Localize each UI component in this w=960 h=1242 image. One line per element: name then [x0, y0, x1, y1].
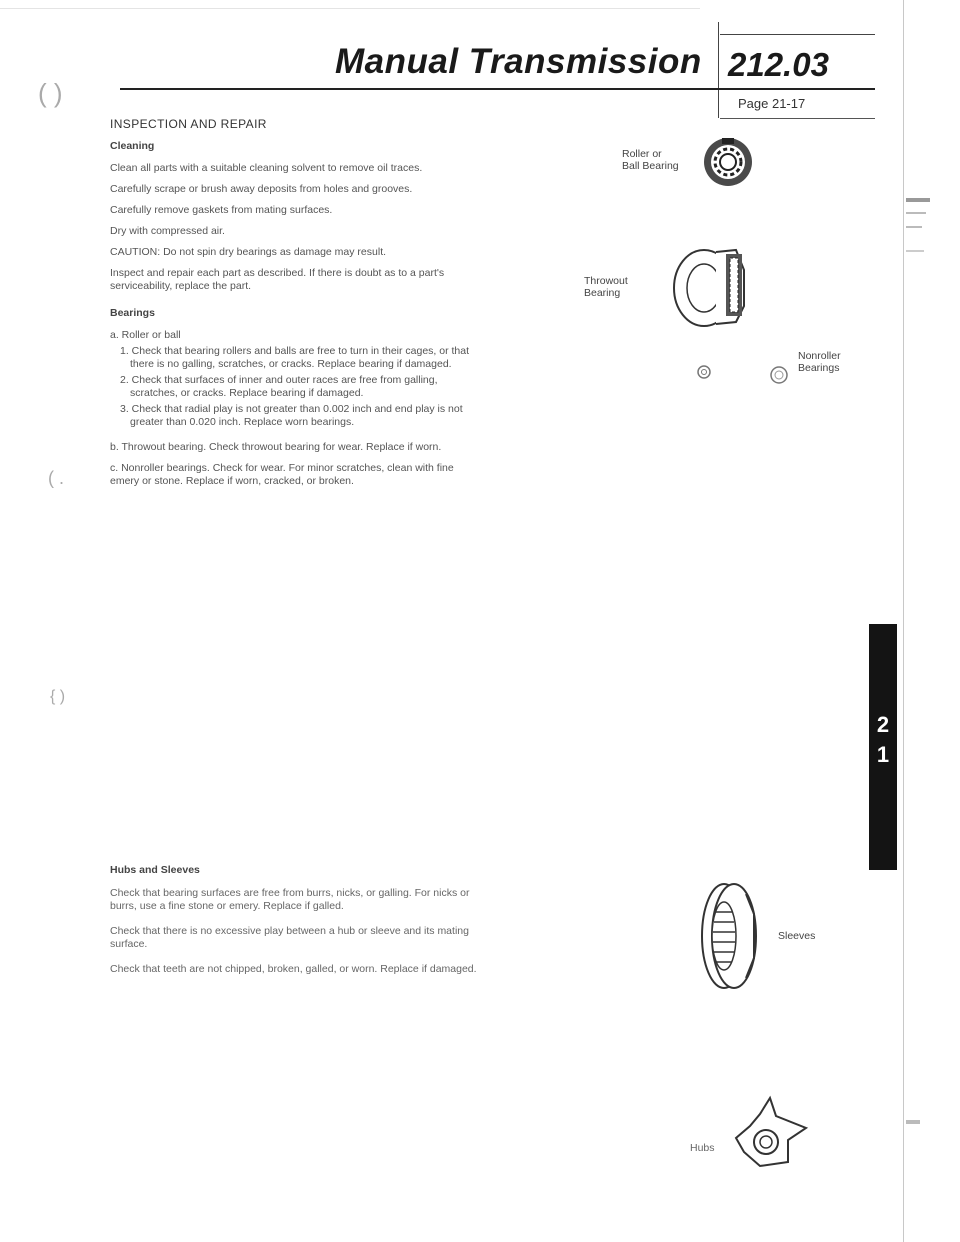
- cleaning-heading: Cleaning: [110, 140, 155, 152]
- throwout-bearing-label: Throwout Bearing: [584, 275, 628, 299]
- bushing-icon: [768, 364, 790, 386]
- hubs-label: Hubs: [690, 1142, 715, 1154]
- roller-bearing-label: Roller or Ball Bearing: [622, 148, 679, 172]
- tab-digit: 2: [876, 712, 890, 737]
- sleeves-label: Sleeves: [778, 930, 816, 942]
- section-heading: INSPECTION AND REPAIR: [110, 117, 267, 131]
- hubs-sleeves-section: [110, 864, 480, 988]
- bearings-heading: Bearings: [110, 307, 155, 319]
- list-item: 3. Check that radial play is not greater than 0.002 inch and end play is not greater than 0.020 inch. Replace worn bearings.: [120, 403, 463, 428]
- section-number: 212.03: [728, 46, 829, 83]
- hubs-sleeves-heading: Hubs and Sleeves: [110, 864, 200, 876]
- throwout-bearing-icon: [660, 240, 760, 332]
- cleaning-paragraph: Carefully remove gaskets from mating surfaces.: [110, 204, 333, 216]
- list-item: 1. Check that bearing rollers and balls are free to turn in their cages, or that there is no galling, scratches, or cracks. Replace bearing if damaged.: [120, 345, 470, 370]
- header-rule: [120, 88, 875, 90]
- nonroller-bearings-label: Nonroller Bearings: [798, 350, 841, 374]
- binder-hole-mark: ( ): [38, 78, 63, 108]
- hubs-paragraph: Check that teeth are not chipped, broken, galled, or worn. Replace if damaged.: [110, 963, 477, 975]
- bearing-type-c: c. Nonroller bearings. Check for wear. For minor scratches, clean with fine emery or stone. Replace if worn, cracked, or broken.: [110, 462, 454, 487]
- binder-hole-mark: { ): [50, 688, 66, 705]
- scan-artifact: [906, 1120, 920, 1124]
- cleaning-paragraph: Dry with compressed air.: [110, 225, 225, 237]
- page-number: Page 21-17: [738, 96, 806, 111]
- bearings-list: [110, 329, 480, 429]
- header-divider: [718, 22, 719, 118]
- hub-icon: [730, 1092, 814, 1172]
- list-item: 2. Check that surfaces of inner and outer races are free from galling, scratches, or cracks. Replace bearing if damaged.: [120, 374, 438, 399]
- cleaning-paragraph: Carefully scrape or brush away deposits from holes and grooves.: [110, 183, 413, 195]
- cleaning-paragraph: Clean all parts with a suitable cleaning solvent to remove oil traces.: [110, 162, 423, 174]
- sleeve-icon: [694, 874, 764, 998]
- page-number-rule: [720, 118, 875, 119]
- binder-hole-mark: ( .: [48, 468, 64, 488]
- scan-edge-line: [0, 8, 700, 9]
- caution-note: CAUTION: Do not spin dry bearings as damage may result.: [110, 246, 387, 258]
- small-washer-icon: [694, 362, 714, 382]
- cleaning-paragraph: Inspect and repair each part as described. If there is doubt as to a part's serviceability, replace the part.: [110, 267, 445, 292]
- hubs-paragraph: Check that bearing surfaces are free from burrs, nicks, or galling. For nicks or burrs, use a fine stone or emery. Replace if galled.: [110, 887, 470, 912]
- scan-artifact: [906, 212, 926, 214]
- inspection-text-column: [110, 118, 480, 496]
- bearing-type-b: b. Throwout bearing. Check throwout bearing for wear. Replace if worn.: [110, 441, 442, 453]
- list-item: [110, 329, 480, 429]
- right-margin-rule: [903, 0, 904, 1242]
- page-title: Manual Transmission: [335, 42, 702, 81]
- scan-artifact: [906, 250, 924, 252]
- scan-artifact: [906, 198, 930, 202]
- bearing-type-a: a. Roller or ball: [110, 329, 181, 341]
- header-top-rule: [720, 34, 875, 35]
- tab-digit: 1: [876, 742, 890, 767]
- hubs-paragraph: Check that there is no excessive play between a hub or sleeve and its mating surface.: [110, 925, 469, 950]
- scan-artifact: [906, 226, 922, 228]
- roller-bearing-steps: [120, 345, 480, 429]
- roller-bearing-icon: [700, 134, 756, 190]
